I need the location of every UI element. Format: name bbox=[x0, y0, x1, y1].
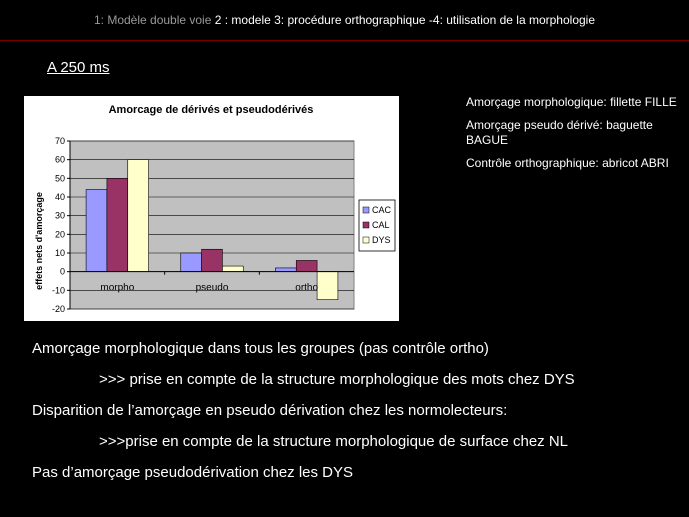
body-line-4: >>>prise en compte de la structure morphologique de surface chez NL bbox=[99, 433, 569, 450]
y-tick-label: 10 bbox=[54, 248, 65, 258]
bar-dys-pseudo bbox=[222, 266, 243, 272]
legend-label-cal: CAL bbox=[372, 220, 390, 230]
bar-cac-morpho bbox=[86, 190, 107, 272]
body-line-5: Pas d’amorçage pseudodérivation chez les DYS bbox=[32, 464, 354, 481]
bar-cac-pseudo bbox=[181, 253, 202, 272]
header-divider bbox=[0, 40, 689, 41]
y-tick-label: 40 bbox=[54, 192, 65, 202]
y-tick-label: 60 bbox=[54, 154, 65, 165]
body-line-2: >>> prise en compte de la structure morphologique des mots chez DYS bbox=[99, 371, 575, 388]
y-tick-label: 50 bbox=[54, 173, 65, 184]
y-tick-label: -20 bbox=[51, 304, 65, 314]
slide-subtitle: A 250 ms bbox=[47, 59, 110, 76]
y-tick-label: 30 bbox=[54, 210, 65, 221]
x-category-label: pseudo bbox=[195, 282, 229, 294]
bar-cal-ortho bbox=[296, 260, 317, 271]
bar-dys-ortho bbox=[317, 272, 338, 300]
chart-title: Amorcage de dérivés et pseudodérivés bbox=[108, 104, 314, 116]
bar-cac-ortho bbox=[275, 268, 296, 272]
legend-label-cac: CAC bbox=[372, 205, 392, 215]
y-axis-label: effets nets d'amorçage bbox=[34, 192, 44, 290]
note-orthographic-control: Contrôle orthographique: abricot ABRI bbox=[466, 156, 669, 170]
y-tick-label: 0 bbox=[59, 266, 65, 277]
legend-swatch-dys bbox=[363, 237, 369, 243]
legend-swatch-cal bbox=[363, 222, 369, 228]
bar-cal-pseudo bbox=[202, 249, 223, 271]
bar-cal-morpho bbox=[107, 178, 128, 271]
note-morphological: Amorçage morphologique: fillette FILLE bbox=[466, 95, 677, 109]
y-tick-label: 70 bbox=[54, 136, 65, 146]
y-tick-label: 20 bbox=[54, 229, 65, 240]
nav-item-orthographic[interactable]: 2 : modele 3: procédure orthographique bbox=[214, 13, 426, 27]
x-category-label: ortho bbox=[295, 282, 319, 294]
body-line-1: Amorçage morphologique dans tous les groupes (pas contrôle ortho) bbox=[32, 340, 489, 357]
nav-item-morphology[interactable]: -4: utilisation de la morphologie bbox=[428, 13, 596, 27]
notes-panel bbox=[466, 95, 681, 179]
bar-dys-morpho bbox=[128, 160, 149, 272]
nav-item-dual-route[interactable]: 1: Modèle double voie bbox=[93, 13, 212, 27]
x-category-label: morpho bbox=[100, 282, 135, 294]
legend-label-dys: DYS bbox=[372, 235, 391, 245]
y-tick-label: -10 bbox=[51, 285, 65, 296]
body-line-3: Disparition de l’amorçage en pseudo dérivation chez les normolecteurs: bbox=[32, 402, 508, 419]
top-navigation bbox=[0, 13, 689, 27]
bar-chart bbox=[24, 96, 399, 321]
chart-container bbox=[24, 96, 399, 321]
legend-swatch-cac bbox=[363, 207, 369, 213]
note-pseudo-derived: Amorçage pseudo dérivé: baguette BAGUE bbox=[466, 118, 653, 147]
